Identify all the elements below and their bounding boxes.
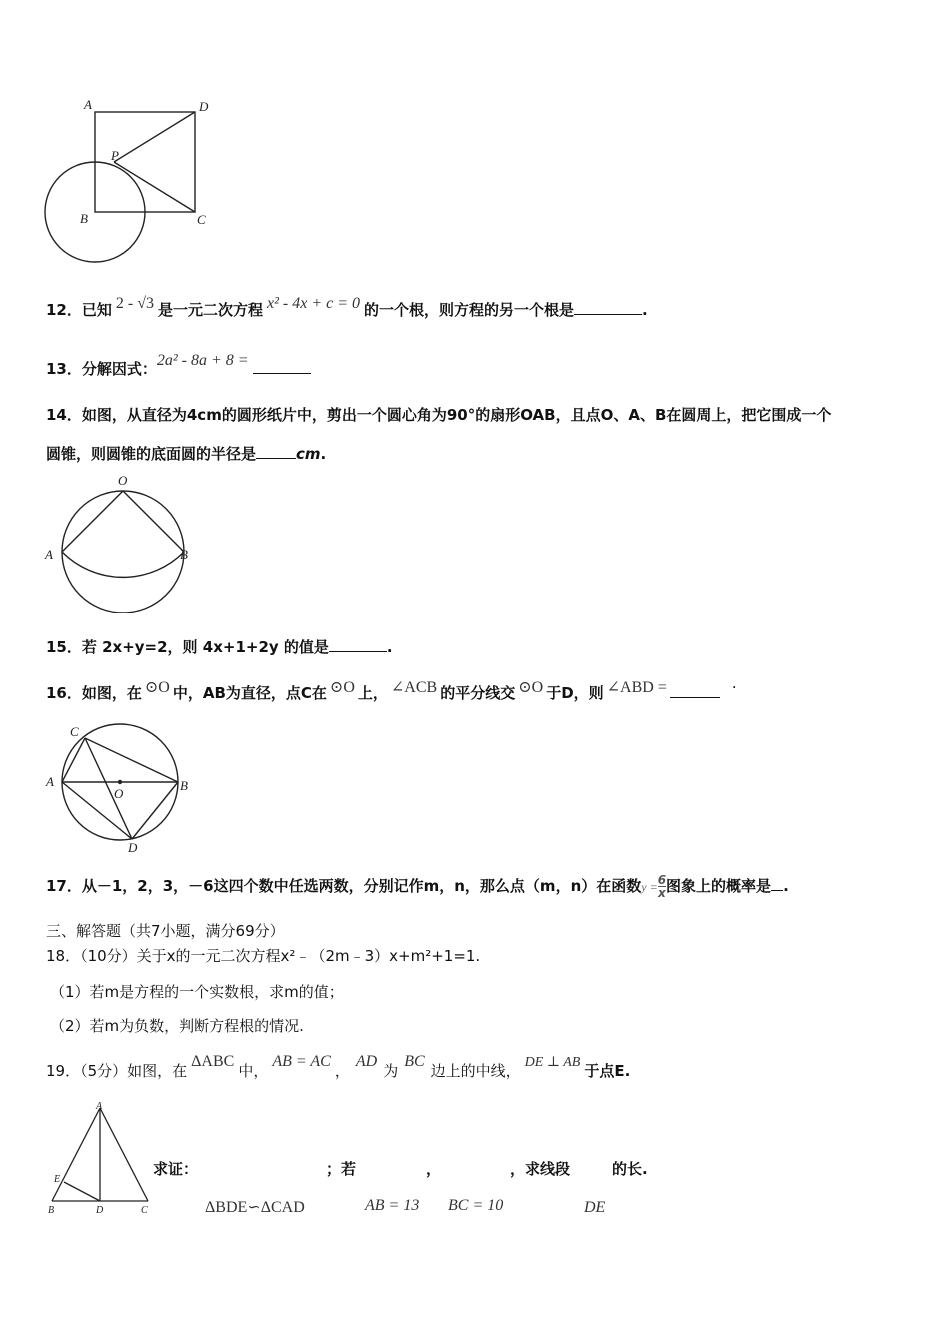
segment-pd xyxy=(114,112,195,162)
q19-p5: 边上的中线， xyxy=(430,1062,521,1080)
q12-end: . xyxy=(642,301,648,319)
label-a: A xyxy=(96,1101,103,1112)
center-dot xyxy=(118,780,122,784)
q14-unit: cm xyxy=(296,445,321,463)
q17-suffix: 图象上的概率是 xyxy=(666,877,772,895)
q16-angle1: ∠ACB xyxy=(390,679,438,696)
q12-prefix: 12．已知 xyxy=(46,301,112,319)
q16-p1: 16．如图，在 xyxy=(46,684,142,702)
question-15 xyxy=(46,636,393,657)
q13-prefix: 13．分解因式： xyxy=(46,360,157,378)
q19-bc: BC xyxy=(404,1053,425,1070)
label-c: C xyxy=(197,212,206,227)
q17-fraction xyxy=(658,874,666,899)
q17-func-lhs: y = xyxy=(641,880,658,894)
q13-expr: 2a² - 8a + 8 = xyxy=(156,352,249,369)
question-18-part1: （1）若m是方程的一个实数根，求m的值； xyxy=(50,983,344,1001)
label-b: B xyxy=(180,778,188,793)
q16-answer-blank[interactable] xyxy=(670,683,720,698)
segment-pc xyxy=(114,162,195,212)
side-ab xyxy=(52,1108,100,1201)
label-b: B xyxy=(80,211,88,226)
segment-cd xyxy=(85,738,132,839)
outer-circle xyxy=(62,491,184,613)
q19-bc10: BC = 10 xyxy=(448,1197,504,1214)
q17-numerator: 6 xyxy=(657,873,667,887)
q19-p6: 于点E. xyxy=(584,1062,631,1080)
q19-proof-label: 求证： xyxy=(153,1160,199,1178)
circle-diameter-figure xyxy=(40,720,200,855)
question-14-line2 xyxy=(46,443,326,464)
q19-p1: 19．（5分）如图，在 xyxy=(46,1062,188,1080)
q19-len: 的长. xyxy=(612,1160,648,1178)
q16-circle3: ⊙O xyxy=(518,679,544,696)
q15-text: 15．若 2x+y=2，则 4x+1+2y 的值是 xyxy=(46,638,329,656)
segment-ac xyxy=(62,738,85,782)
label-d: D xyxy=(199,99,209,114)
side-ac xyxy=(100,1108,148,1201)
q19-ad: AD xyxy=(355,1053,378,1070)
q19-p4: 为 xyxy=(383,1062,399,1080)
question-16 xyxy=(46,674,737,703)
question-18-part2: （2）若m为负数，判断方程根的情况. xyxy=(50,1017,304,1035)
q16-p5: 于D，则 xyxy=(546,684,604,702)
label-a: A xyxy=(46,774,54,789)
q19-de-perp-ab: DE ⊥ AB xyxy=(524,1055,581,1070)
q12-suffix: 的一个根，则方程的另一个根是 xyxy=(364,301,575,319)
sector-figure xyxy=(40,468,200,613)
segment-de xyxy=(64,1182,100,1201)
q16-end: . xyxy=(731,674,737,692)
q12-mid: 是一元二次方程 xyxy=(157,301,263,319)
label-b: B xyxy=(48,1205,55,1216)
triangle-figure xyxy=(40,1098,160,1218)
label-d: D xyxy=(96,1205,104,1216)
q13-answer-blank[interactable] xyxy=(253,359,311,374)
label-c: C xyxy=(141,1205,148,1216)
q19-similar: ΔBDE∽ΔCAD xyxy=(205,1199,305,1216)
q14-answer-blank[interactable] xyxy=(256,444,296,459)
q12-equation: x² - 4x + c = 0 xyxy=(267,295,361,312)
label-a: A xyxy=(84,97,92,112)
q16-p2: 中，AB为直径，点C在 xyxy=(172,684,327,702)
q17-prefix: 17．从－1，2，3，－6这四个数中任选两数，分别记作m，n，那么点（m，n）在函数 xyxy=(46,877,642,895)
label-a: A xyxy=(45,547,53,562)
question-18: 18．（10分）关于x的一元二次方程x²﹣（2m﹣3）x+m²+1=1. xyxy=(46,947,481,965)
q19-ab-eq-ac: AB = AC xyxy=(272,1053,331,1070)
square-abcd xyxy=(95,112,195,212)
q17-end: . xyxy=(783,877,789,895)
q14-end: . xyxy=(320,445,327,463)
label-e: E xyxy=(54,1174,61,1185)
q16-p3: 上， xyxy=(357,684,388,702)
q19-ab13: AB = 13 xyxy=(365,1197,420,1214)
sector-arc xyxy=(62,552,184,577)
segment-oa xyxy=(62,491,123,552)
q16-p4: 的平分线交 xyxy=(440,684,516,702)
q19-comma2: ，求线段 xyxy=(510,1160,571,1178)
label-p: P xyxy=(111,148,119,163)
section-3-title: 三、解答题（共7小题，满分69分） xyxy=(46,922,285,940)
question-14-line1: 14．如图，从直径为4cm的圆形纸片中，剪出一个圆心角为90°的扇形OAB，且点O、A、B在圆周上，把它围成一个 xyxy=(46,406,832,424)
q14-prefix: 圆锥，则圆锥的底面圆的半径是 xyxy=(46,445,257,463)
q19-semi: ；若 xyxy=(326,1160,357,1178)
question-13 xyxy=(46,352,311,379)
question-19 xyxy=(46,1053,631,1081)
question-12 xyxy=(46,295,648,320)
q17-answer-blank[interactable] xyxy=(771,876,783,891)
q15-answer-blank[interactable] xyxy=(329,637,387,652)
q12-answer-blank[interactable] xyxy=(574,300,642,315)
label-d: D xyxy=(128,840,138,855)
label-b: B xyxy=(180,547,188,562)
q16-angle2: ∠ABD = xyxy=(606,679,667,696)
q16-circle1: ⊙O xyxy=(144,679,170,696)
q19-p2: 中， xyxy=(238,1062,269,1080)
q12-root: 2 - √3 xyxy=(115,295,154,312)
q16-circle2: ⊙O xyxy=(329,679,355,696)
label-c: C xyxy=(70,724,79,739)
q19-de: DE xyxy=(584,1199,606,1216)
q19-comma: ， xyxy=(426,1160,442,1178)
square-circle-figure xyxy=(40,92,225,272)
label-o: O xyxy=(118,473,128,488)
label-o: O xyxy=(114,786,124,801)
q17-denominator: x xyxy=(657,886,666,900)
q19-p3: ， xyxy=(334,1062,350,1080)
q15-end: . xyxy=(386,638,393,656)
question-17 xyxy=(46,874,789,899)
q19-triangle: ΔABC xyxy=(191,1053,235,1070)
segment-ob xyxy=(123,491,184,552)
